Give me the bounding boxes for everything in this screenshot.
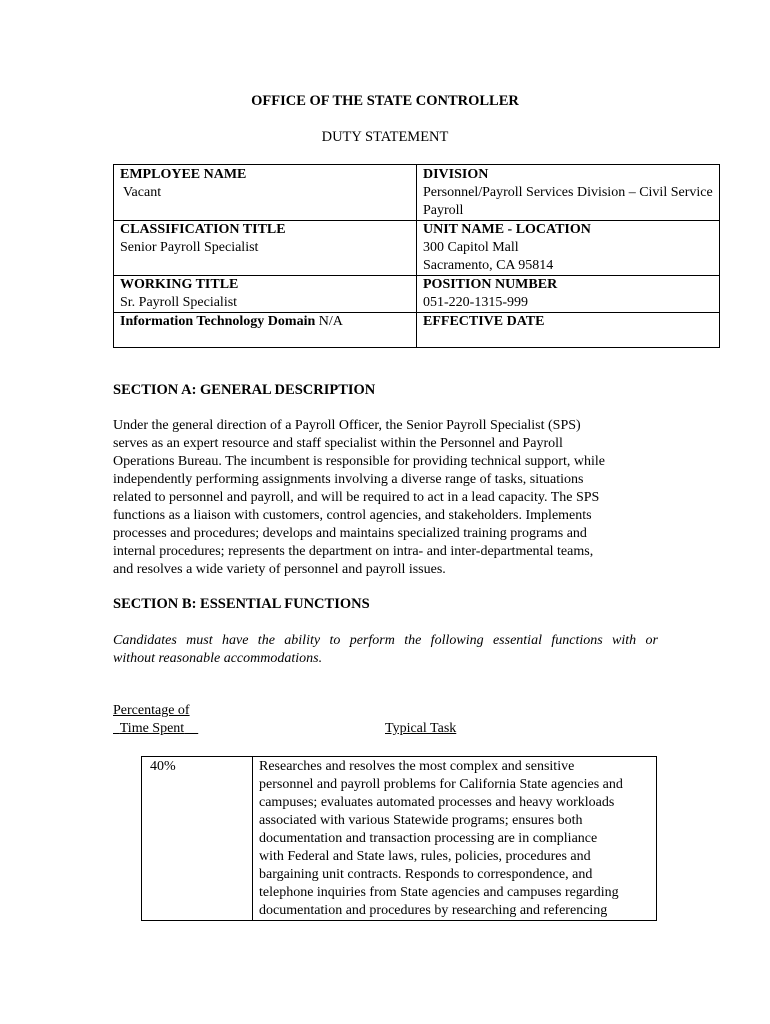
task-line: with Federal and State laws, rules, policies, procedures and <box>259 849 591 864</box>
task-line: telephone inquiries from State agencies and campuses regarding <box>259 885 619 900</box>
task-line: documentation and procedures by researching and referencing <box>259 903 608 918</box>
percentage-header-line2 <box>113 721 198 737</box>
percentage-header-line1: Percentage of <box>113 703 190 718</box>
classification-title-cell <box>114 221 417 276</box>
unit-address-line1: 300 Capitol Mall <box>423 240 519 255</box>
document-title: OFFICE OF THE STATE CONTROLLER <box>251 93 519 109</box>
table-row <box>142 757 657 921</box>
it-domain-cell <box>114 313 417 348</box>
unit-name-label: UNIT NAME - LOCATION <box>423 222 591 237</box>
task-description <box>253 757 657 921</box>
employee-name-cell <box>114 165 417 221</box>
description-line: Operations Bureau. The incumbent is responsible for providing technical support, while <box>113 454 605 469</box>
working-title-value: Sr. Payroll Specialist <box>120 295 238 310</box>
division-cell <box>417 165 720 221</box>
unit-address-line2: Sacramento, CA 95814 <box>423 258 554 273</box>
division-value: Personnel/Payroll Services Division – Civil Service Payroll <box>423 185 713 218</box>
description-line: serves as an expert resource and staff specialist within the Personnel and Payroll <box>113 436 563 451</box>
employee-name-value: Vacant <box>123 185 162 200</box>
task-line: documentation and transaction processing are in compliance <box>259 831 598 846</box>
description-line: and resolves a wide variety of personnel and payroll issues. <box>113 562 446 577</box>
description-line: related to personnel and payroll, and will be required to act in a lead capacity. The SPS <box>113 490 600 505</box>
essential-functions-table <box>141 756 657 921</box>
working-title-cell <box>114 276 417 313</box>
position-number-value: 051-220-1315-999 <box>423 295 528 310</box>
position-number-cell <box>417 276 720 313</box>
task-percentage: 40% <box>142 757 253 921</box>
unit-name-cell <box>417 221 720 276</box>
working-title-label: WORKING TITLE <box>120 277 239 292</box>
employee-name-label: EMPLOYEE NAME <box>120 167 247 182</box>
effective-date-label: EFFECTIVE DATE <box>423 314 545 329</box>
classification-title-label: CLASSIFICATION TITLE <box>120 222 286 237</box>
classification-title-value: Senior Payroll Specialist <box>120 240 259 255</box>
section-a-heading: SECTION A: GENERAL DESCRIPTION <box>113 382 376 398</box>
description-line: independently performing assignments involving a diverse range of tasks, situations <box>113 472 584 487</box>
description-line: processes and procedures; develops and maintains specialized training programs and <box>113 526 587 541</box>
intro-line-1: Candidates must have the ability to perform the following essential functions with or <box>113 633 658 648</box>
division-label: DIVISION <box>423 167 489 182</box>
task-line: bargaining unit contracts. Responds to correspondence, and <box>259 867 593 882</box>
position-info-table <box>113 164 720 348</box>
it-domain-label: Information Technology Domain <box>120 314 316 329</box>
document-subtitle: DUTY STATEMENT <box>321 129 449 145</box>
typical-task-header: Typical Task <box>385 721 457 736</box>
task-line: Researches and resolves the most complex and sensitive <box>259 759 575 774</box>
description-line: internal procedures; represents the department on intra- and inter-departmental teams, <box>113 544 594 559</box>
position-number-label: POSITION NUMBER <box>423 277 558 292</box>
task-line: campuses; evaluates automated processes and heavy workloads <box>259 795 615 810</box>
description-line: Under the general direction of a Payroll Officer, the Senior Payroll Specialist (SPS) <box>113 418 581 433</box>
task-line: personnel and payroll problems for California State agencies and <box>259 777 623 792</box>
section-b-heading: SECTION B: ESSENTIAL FUNCTIONS <box>113 596 370 612</box>
effective-date-cell <box>417 313 720 348</box>
intro-line-2: without reasonable accommodations. <box>113 651 323 666</box>
description-line: functions as a liaison with customers, control agencies, and stakeholders. Implements <box>113 508 592 523</box>
time-spent-label: Time Spent <box>119 721 185 736</box>
section-a-description <box>113 417 673 579</box>
section-b-intro <box>113 632 658 668</box>
task-line: associated with various Statewide programs; ensures both <box>259 813 583 828</box>
it-domain-value: N/A <box>318 314 343 329</box>
